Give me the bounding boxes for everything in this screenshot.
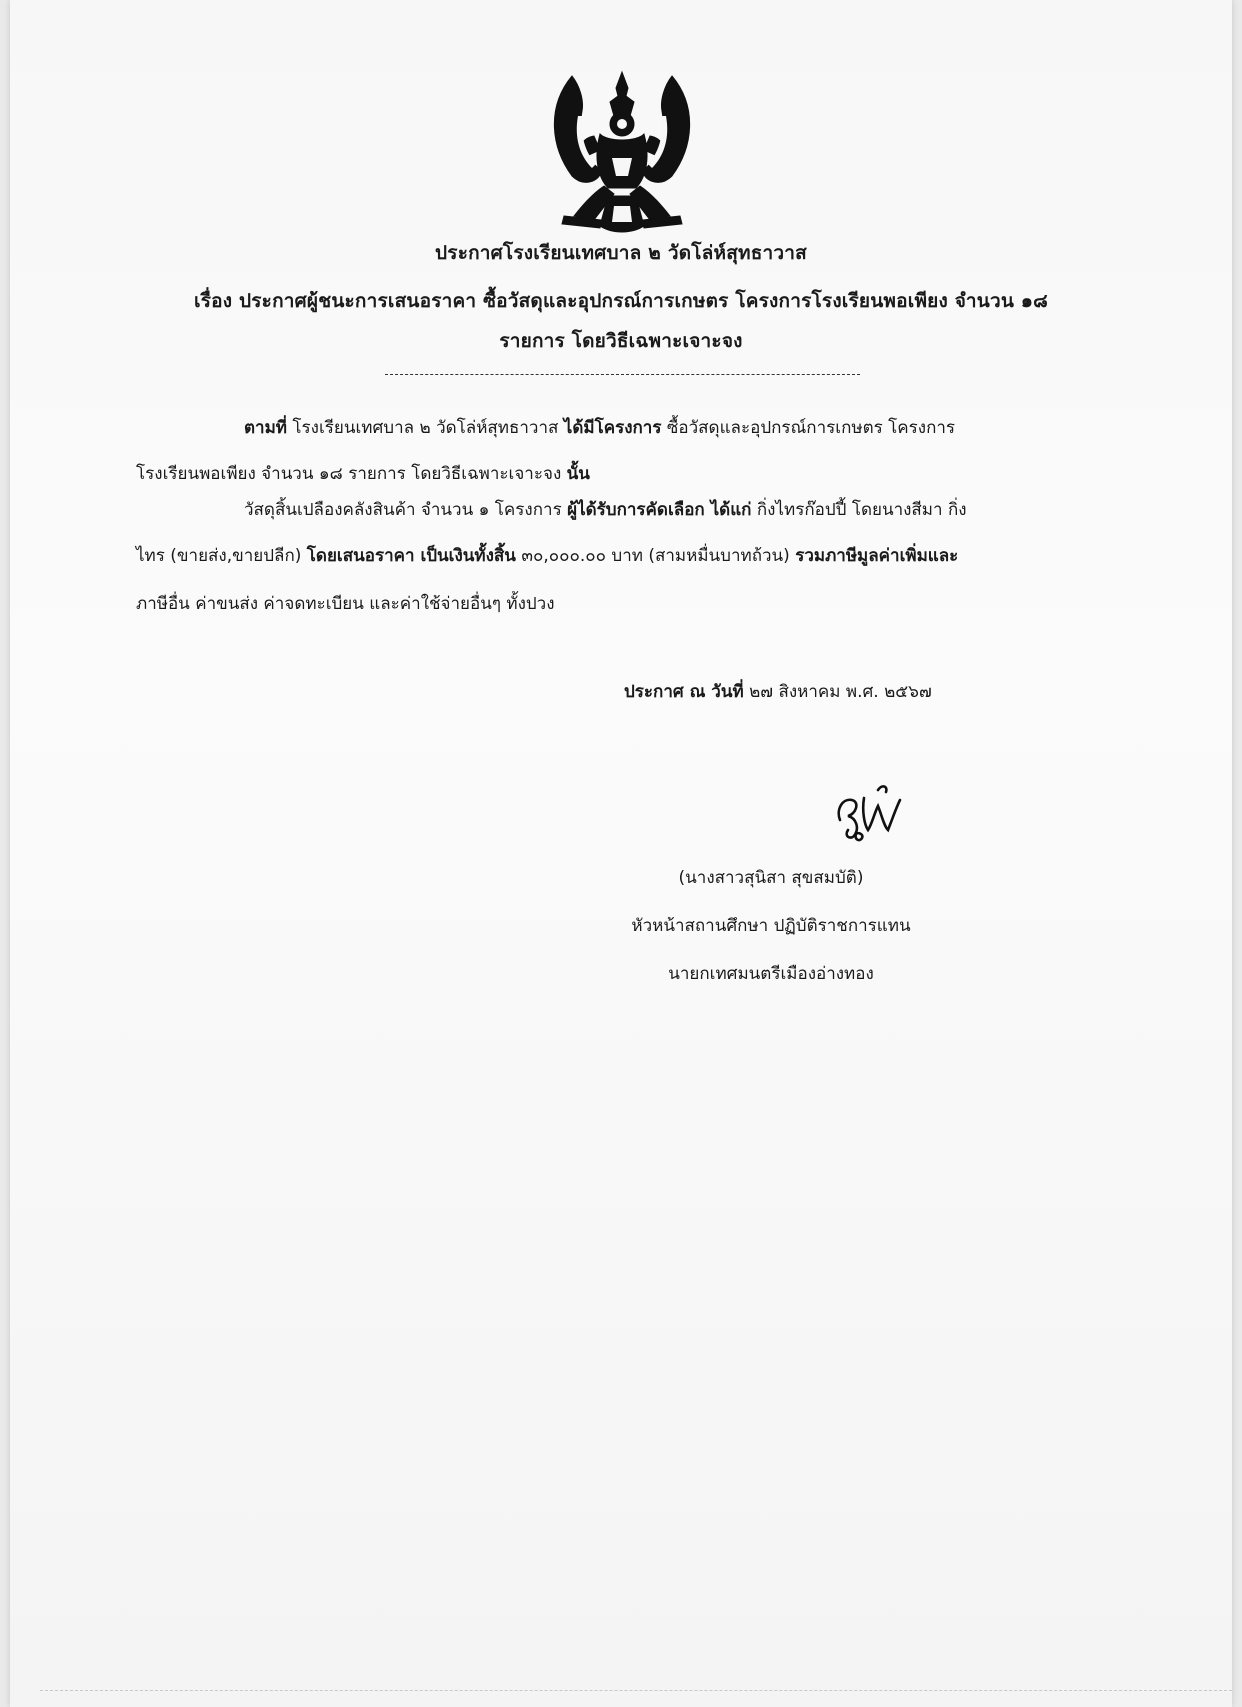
paragraph-1-line-2 — [136, 460, 590, 487]
separator-line — [385, 374, 860, 375]
paragraph-2-line-3: ภาษีอื่น ค่าขนส่ง ค่าจดทะเบียน และค่าใช้จ่ายอื่นๆ ทั้งปวง — [136, 594, 555, 614]
handwritten-signature-icon — [826, 780, 916, 844]
text: กิ่งไทรก๊อปปี้ โดยนางสีมา กิ่ง — [751, 500, 967, 520]
date-text: ๒๗ สิงหาคม พ.ศ. ๒๕๖๗ — [743, 682, 932, 702]
text: ซื้อวัสดุและอุปกรณ์การเกษตร โครงการ — [661, 418, 956, 438]
text: โรงเรียนพอเพียง จำนวน ๑๘ รายการ โดยวิธีเฉพาะเจาะจง — [136, 464, 567, 484]
text: ไทร (ขายส่ง,ขายปลีก) — [136, 546, 307, 566]
document-page — [10, 0, 1232, 1707]
bold-text: ประกาศ ณ วันที่ — [624, 682, 744, 702]
garuda-emblem-icon — [542, 66, 702, 236]
announcement-date — [624, 678, 932, 705]
bold-text: ผู้ได้รับการคัดเลือก ได้แก่ — [567, 500, 752, 520]
subject-line-2: รายการ โดยวิธีเฉพาะเจาะจง — [499, 330, 743, 352]
page-edge-line — [40, 1690, 1232, 1691]
text: โรงเรียนเทศบาล ๒ วัดโล่ห์สุทธาวาส — [287, 418, 564, 438]
bold-text: นั้น — [566, 464, 590, 484]
bold-text: ได้มีโครงการ — [563, 418, 662, 438]
paragraph-2-line-2 — [136, 542, 958, 569]
announcement-title: ประกาศโรงเรียนเทศบาล ๒ วัดโล่ห์สุทธาวาส — [435, 242, 807, 264]
bold-text: รวมภาษีมูลค่าเพิ่มและ — [795, 546, 959, 566]
signatory-name: (นางสาวสุนิสา สุขสมบัติ) — [678, 868, 864, 888]
text: วัสดุสิ้นเปลืองคลังสินค้า จำนวน ๑ โครงการ — [244, 500, 568, 520]
paragraph-2-line-1 — [244, 496, 967, 523]
signatory-office: นายกเทศมนตรีเมืองอ่างทอง — [668, 964, 874, 984]
text: ๓๐,๐๐๐.๐๐ บาท (สามหมื่นบาทถ้วน) — [515, 546, 796, 566]
bold-text: ตามที่ — [244, 418, 287, 438]
paragraph-1-line-1 — [244, 414, 955, 441]
bold-text: โดยเสนอราคา เป็นเงินทั้งสิ้น — [306, 546, 516, 566]
subject-line-1: เรื่อง ประกาศผู้ชนะการเสนอราคา ซื้อวัสดุและอุปกรณ์การเกษตร โครงการโรงเรียนพอเพียง จำนวน ๑๘ — [194, 290, 1048, 312]
signatory-position: หัวหน้าสถานศึกษา ปฏิบัติราชการแทน — [631, 916, 911, 936]
